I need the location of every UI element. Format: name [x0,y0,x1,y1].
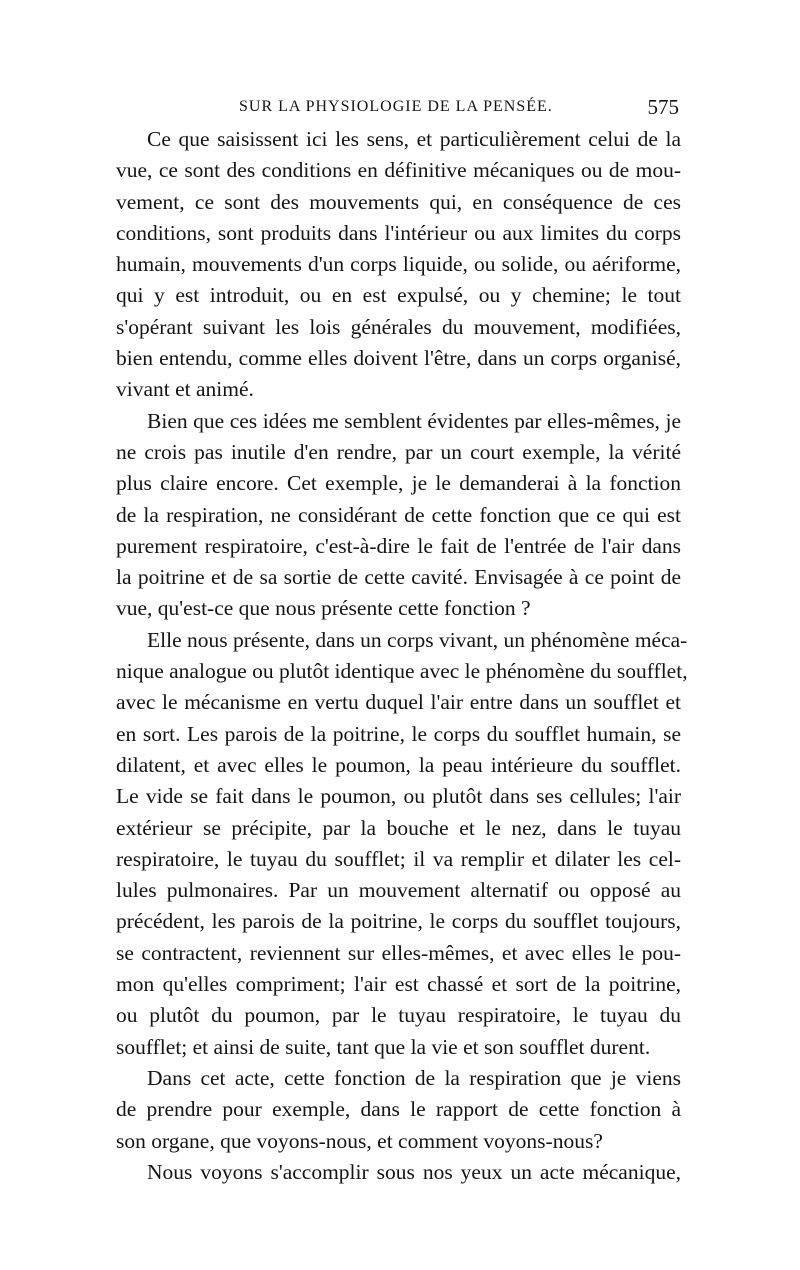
text-line: s'opérant suivant les lois générales du mouvement, modifiées, [116,314,681,339]
text-line: en sort. Les parois de la poitrine, le corps du soufflet humain, se [116,721,681,746]
text-line: bien entendu, comme elles doivent l'être, dans un corps organisé, [116,346,681,371]
running-header [116,92,681,122]
text-line: respiratoire, le tuyau du soufflet; il va remplir et dilater les cel- [116,846,681,871]
text-line: nique analogue ou plutôt identique avec le phénomène du soufflet, [116,659,688,684]
text-line: Dans cet acte, cette fonction de la respiration que je viens [147,1065,681,1090]
text-line: la poitrine et de sa sortie de cette cavité. Envisagée à ce point de [116,565,681,590]
text-line: vivant et animé. [116,377,254,402]
text-line: ne crois pas inutile d'en rendre, par un court exemple, la vérité [116,439,681,464]
text-line: son organe, que voyons-nous, et comment voyons-nous? [116,1128,603,1153]
text-line: mon qu'elles compriment; l'air est chassé et sort de la poitrine, [116,972,681,997]
page-number: 575 [647,95,679,119]
text-line: vement, ce sont des mouvements qui, en conséquence de ces [116,189,681,214]
text-line: vue, ce sont des conditions en définitive mécaniques ou de mou- [116,158,681,183]
text-line: de prendre pour exemple, dans le rapport de cette fonction à [116,1097,681,1122]
text-line: Ce que saisissent ici les sens, et particulièrement celui de la [147,127,681,151]
text-line: purement respiratoire, c'est-à-dire le fait de l'entrée de l'air dans [116,533,681,558]
text-line: Le vide se fait dans le poumon, ou plutôt dans ses cellules; l'air [116,784,681,809]
text-line: soufflet; et ainsi de suite, tant que la vie et son soufflet durent. [116,1034,651,1059]
text-line: précédent, les parois de la poitrine, le corps du soufflet toujours, [116,909,681,934]
text-line: humain, mouvements d'un corps liquide, ou solide, ou aériforme, [116,252,681,277]
text-line: extérieur se précipite, par la bouche et le nez, dans le tuyau [116,815,681,840]
text-line: Nous voyons s'accomplir sous nos yeux un acte mécanique, [147,1159,681,1184]
text-line: ou plutôt du poumon, par le tuyau respiratoire, le tuyau du [116,1003,681,1028]
text-line: se contractent, reviennent sur elles-mêmes, et avec elles le pou- [116,940,681,965]
body-text [116,124,688,1188]
text-line: lules pulmonaires. Par un mouvement alternatif ou opposé au [116,878,681,903]
text-line: de la respiration, ne considérant de cette fonction que ce qui est [116,502,681,527]
text-line: conditions, sont produits dans l'intérieur ou aux limites du corps [116,220,681,245]
text-line: vue, qu'est-ce que nous présente cette fonction ? [116,596,531,621]
header-title: SUR LA PHYSIOLOGIE DE LA PENSÉE. [239,98,553,115]
text-line: plus claire encore. Cet exemple, je le demanderai à la fonction [116,471,681,496]
text-line: Bien que ces idées me semblent évidentes par elles-mêmes, je [147,408,681,433]
text-line: avec le mécanisme en vertu duquel l'air entre dans un soufflet et [116,690,681,715]
text-line: Elle nous présente, dans un corps vivant, un phénomène méca- [147,627,688,652]
text-line: qui y est introduit, ou en est expulsé, ou y chemine; le tout [116,283,681,308]
text-line: dilatent, et avec elles le poumon, la peau intérieure du soufflet. [116,752,681,777]
